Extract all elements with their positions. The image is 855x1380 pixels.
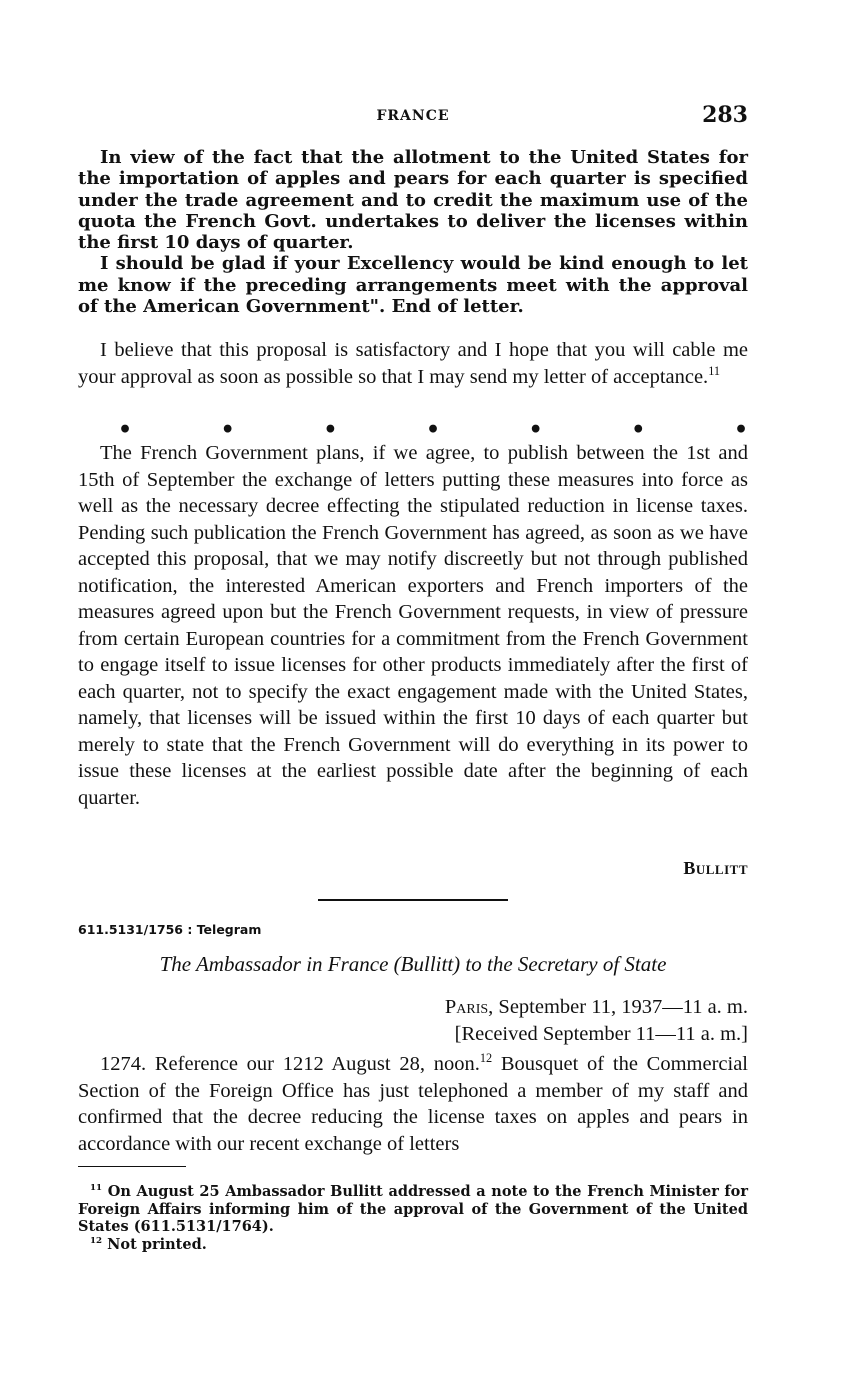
date-text: , September 11, 1937—11 a. m. <box>488 996 748 1018</box>
place-name: Paris <box>444 996 489 1018</box>
footnote-text: On August 25 Ambassador Bullitt addressed a note to the French Minister for Foreign Affairs informing him of the approval of the Government of the United States (611.5131/1764). <box>78 1183 748 1235</box>
date-received: [Received September 11—11 a. m.] <box>454 1022 748 1045</box>
quoted-paragraph: In view of the fact that the allotment to the United States for the importation of apples and pears for each quarter is specified under the trade agreement and to credit the maximum use of the quota the French Govt. undertakes to deliver the licenses within the first 10 days of quarter. <box>78 147 748 254</box>
signature: Bullitt <box>683 858 748 878</box>
quoted-paragraph: I should be glad if your Excellency would be kind enough to let me know if the preceding arrangements meet with the approval of the American Government". End of letter. <box>78 253 748 318</box>
ellipsis-dot: • <box>631 417 646 443</box>
quoted-letter <box>78 147 748 317</box>
ellipsis-dot: • <box>733 417 748 443</box>
footnote-divider <box>78 1166 186 1167</box>
telegram-body <box>78 1051 748 1157</box>
file-reference: 611.5131/1756 : Telegram <box>78 922 262 937</box>
footnote <box>78 1183 748 1236</box>
footnote-reference: 11 <box>708 363 721 378</box>
footnotes <box>78 1183 748 1253</box>
ellipsis-dot: • <box>220 417 235 443</box>
footnote-reference: 12 <box>479 1051 493 1066</box>
telegram-text: Bousquet of the Commercial Section of the Foreign Office has just telephoned a member of my staff and confirmed that the decree reducing the license taxes on apples and pears in accordance with our recent exchange of letters <box>78 1053 748 1155</box>
footnote-mark: 12 <box>90 1235 103 1246</box>
body-paragraph <box>78 337 748 390</box>
ellipsis-dot: • <box>118 417 133 443</box>
page-number: 283 <box>702 102 748 128</box>
body-paragraph-text: I believe that this proposal is satisfactory and I hope that you will cable me your approval as soon as possible so that I may send my letter of acceptance. <box>78 339 748 388</box>
document-title: The Ambassador in France (Bullitt) to the Secretary of State <box>159 952 667 976</box>
dateline <box>445 994 748 1047</box>
body-paragraph: The French Government plans, if we agree, to publish between the 1st and 15th of September the exchange of letters putting these measures into force as well as the necessary decree effecting the stipulated reduction in license taxes. Pending such publication the French Government has agreed, as soon as we have accepted this proposal, that we may notify discreetly but not through published notification, the interested American exporters and French importers of the measures agreed upon but the French Government requests, in view of pressure from certain European countries for a commitment from the French Government to engage itself to issue licenses for other products immediately after the first of each quarter, not to specify the exact engagement made with the United States, namely, that licenses will be issued within the first 10 days of each quarter but merely to state that the French Government will do everything in its power to issue these licenses at the earliest possible date after the beginning of each quarter. <box>78 442 748 809</box>
telegram-text: 1274. Reference our 1212 August 28, noon. <box>100 1053 480 1075</box>
footnote-mark: 11 <box>90 1183 103 1194</box>
ellipsis-dot: • <box>323 417 338 443</box>
running-head: FRANCE <box>376 108 450 124</box>
date-sent <box>445 994 748 1021</box>
page-header <box>78 102 748 132</box>
ellipsis-dot: • <box>425 417 441 443</box>
ellipsis-dot: • <box>528 417 543 443</box>
footnote <box>78 1236 748 1254</box>
footnote-text: Not printed. <box>107 1235 207 1253</box>
section-divider <box>318 899 508 901</box>
